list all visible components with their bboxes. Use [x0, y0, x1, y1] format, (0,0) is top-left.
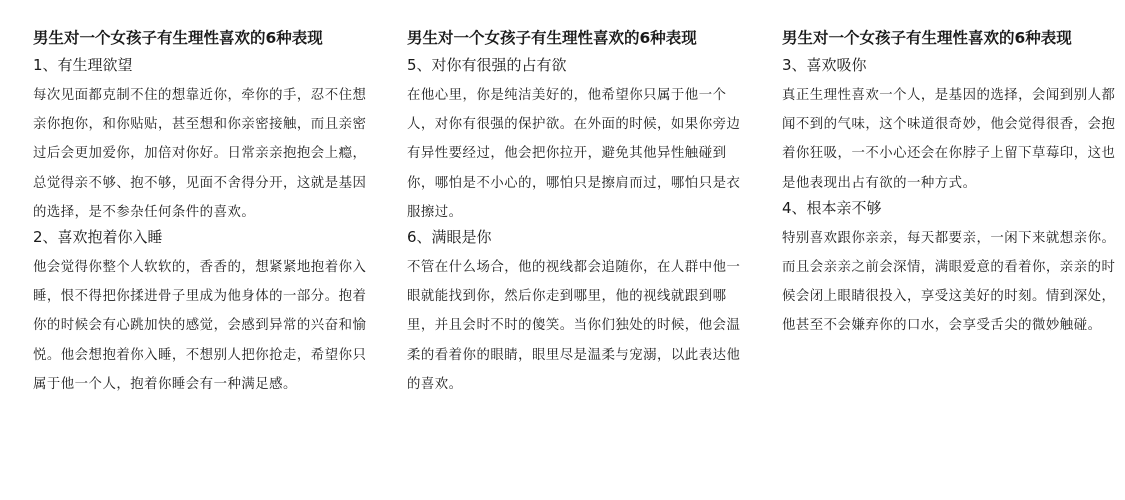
section-heading: 5、对你有很强的占有欲 — [407, 56, 567, 74]
section-body: 不管在什么场合，他的视线都会追随你，在人群中他一眼就能找到你，然后你走到哪里，他的视线就跟到哪里，并且会时不时的傻笑。当你们独处的时候，他会温柔的看着你的眼睛，眼里尽是温柔与宠溺，以此表达他的喜欢。 — [407, 260, 741, 392]
section-heading: 6、满眼是你 — [407, 228, 492, 247]
section-heading: 1、有生理欲望 — [33, 56, 133, 74]
section-body: 他会觉得你整个人软软的，香香的，想紧紧地抱着你入睡，恨不得把你揉进骨子里成为他身体的一部分。抱着你的时候会有心跳加快的感觉，会感到异常的兴奋和愉悦。他会想抱着你入睡，不想别人把你抢走，希望你只属于他一个人，抱着你睡会有一种满足感。 — [33, 260, 367, 392]
section-heading: 4、根本亲不够 — [782, 198, 882, 217]
section-heading: 3、喜欢吸你 — [782, 56, 867, 74]
column-1 — [33, 28, 378, 399]
section-2 — [33, 227, 378, 399]
section-3 — [782, 55, 1125, 198]
section-5 — [407, 55, 752, 227]
column-title: 男生对一个女孩子有生理性喜欢的6种表现 — [407, 29, 697, 47]
section-body: 特别喜欢跟你亲亲，每天都要亲，一闲下来就想亲你。而且会亲亲之前会深情，满眼爱意的看着你，亲亲的时候会闭上眼睛很投入，享受这美好的时刻。情到深处，他甚至不会嫌弃你的口水，会享受舌尖的微妙触碰。 — [782, 230, 1116, 334]
section-4 — [782, 198, 1125, 341]
column-title: 男生对一个女孩子有生理性喜欢的6种表现 — [782, 29, 1072, 47]
section-body: 每次见面都克制不住的想靠近你，牵你的手，忍不住想亲你抱你，和你贴贴，甚至想和你亲密接触，而且亲密过后会更加爱你，加倍对你好。日常亲亲抱抱会上瘾，总觉得亲不够、抱不够，见面不舍得分开，这就是基因的选择，是不参杂任何条件的喜欢。 — [33, 88, 367, 220]
column-2 — [407, 28, 752, 399]
section-heading: 2、喜欢抱着你入睡 — [33, 228, 163, 247]
column-3 — [782, 28, 1125, 341]
section-6 — [407, 227, 752, 399]
section-body: 真正生理性喜欢一个人，是基因的选择，会闻到别人都闻不到的气味，这个味道很奇妙，他会觉得很香，会抱着你狂吸，一不小心还会在你脖子上留下草莓印，这也是他表现出占有欲的一种方式。 — [782, 88, 1116, 191]
section-body: 在他心里，你是纯洁美好的，他希望你只属于他一个人，对你有很强的保护欲。在外面的时候，如果你旁边有异性要经过，他会把你拉开，避免其他异性触碰到你，哪怕是不小心的，哪怕只是擦肩而过，哪怕只是衣服擦过。 — [407, 88, 741, 220]
section-1 — [33, 55, 378, 227]
column-title: 男生对一个女孩子有生理性喜欢的6种表现 — [33, 29, 323, 47]
